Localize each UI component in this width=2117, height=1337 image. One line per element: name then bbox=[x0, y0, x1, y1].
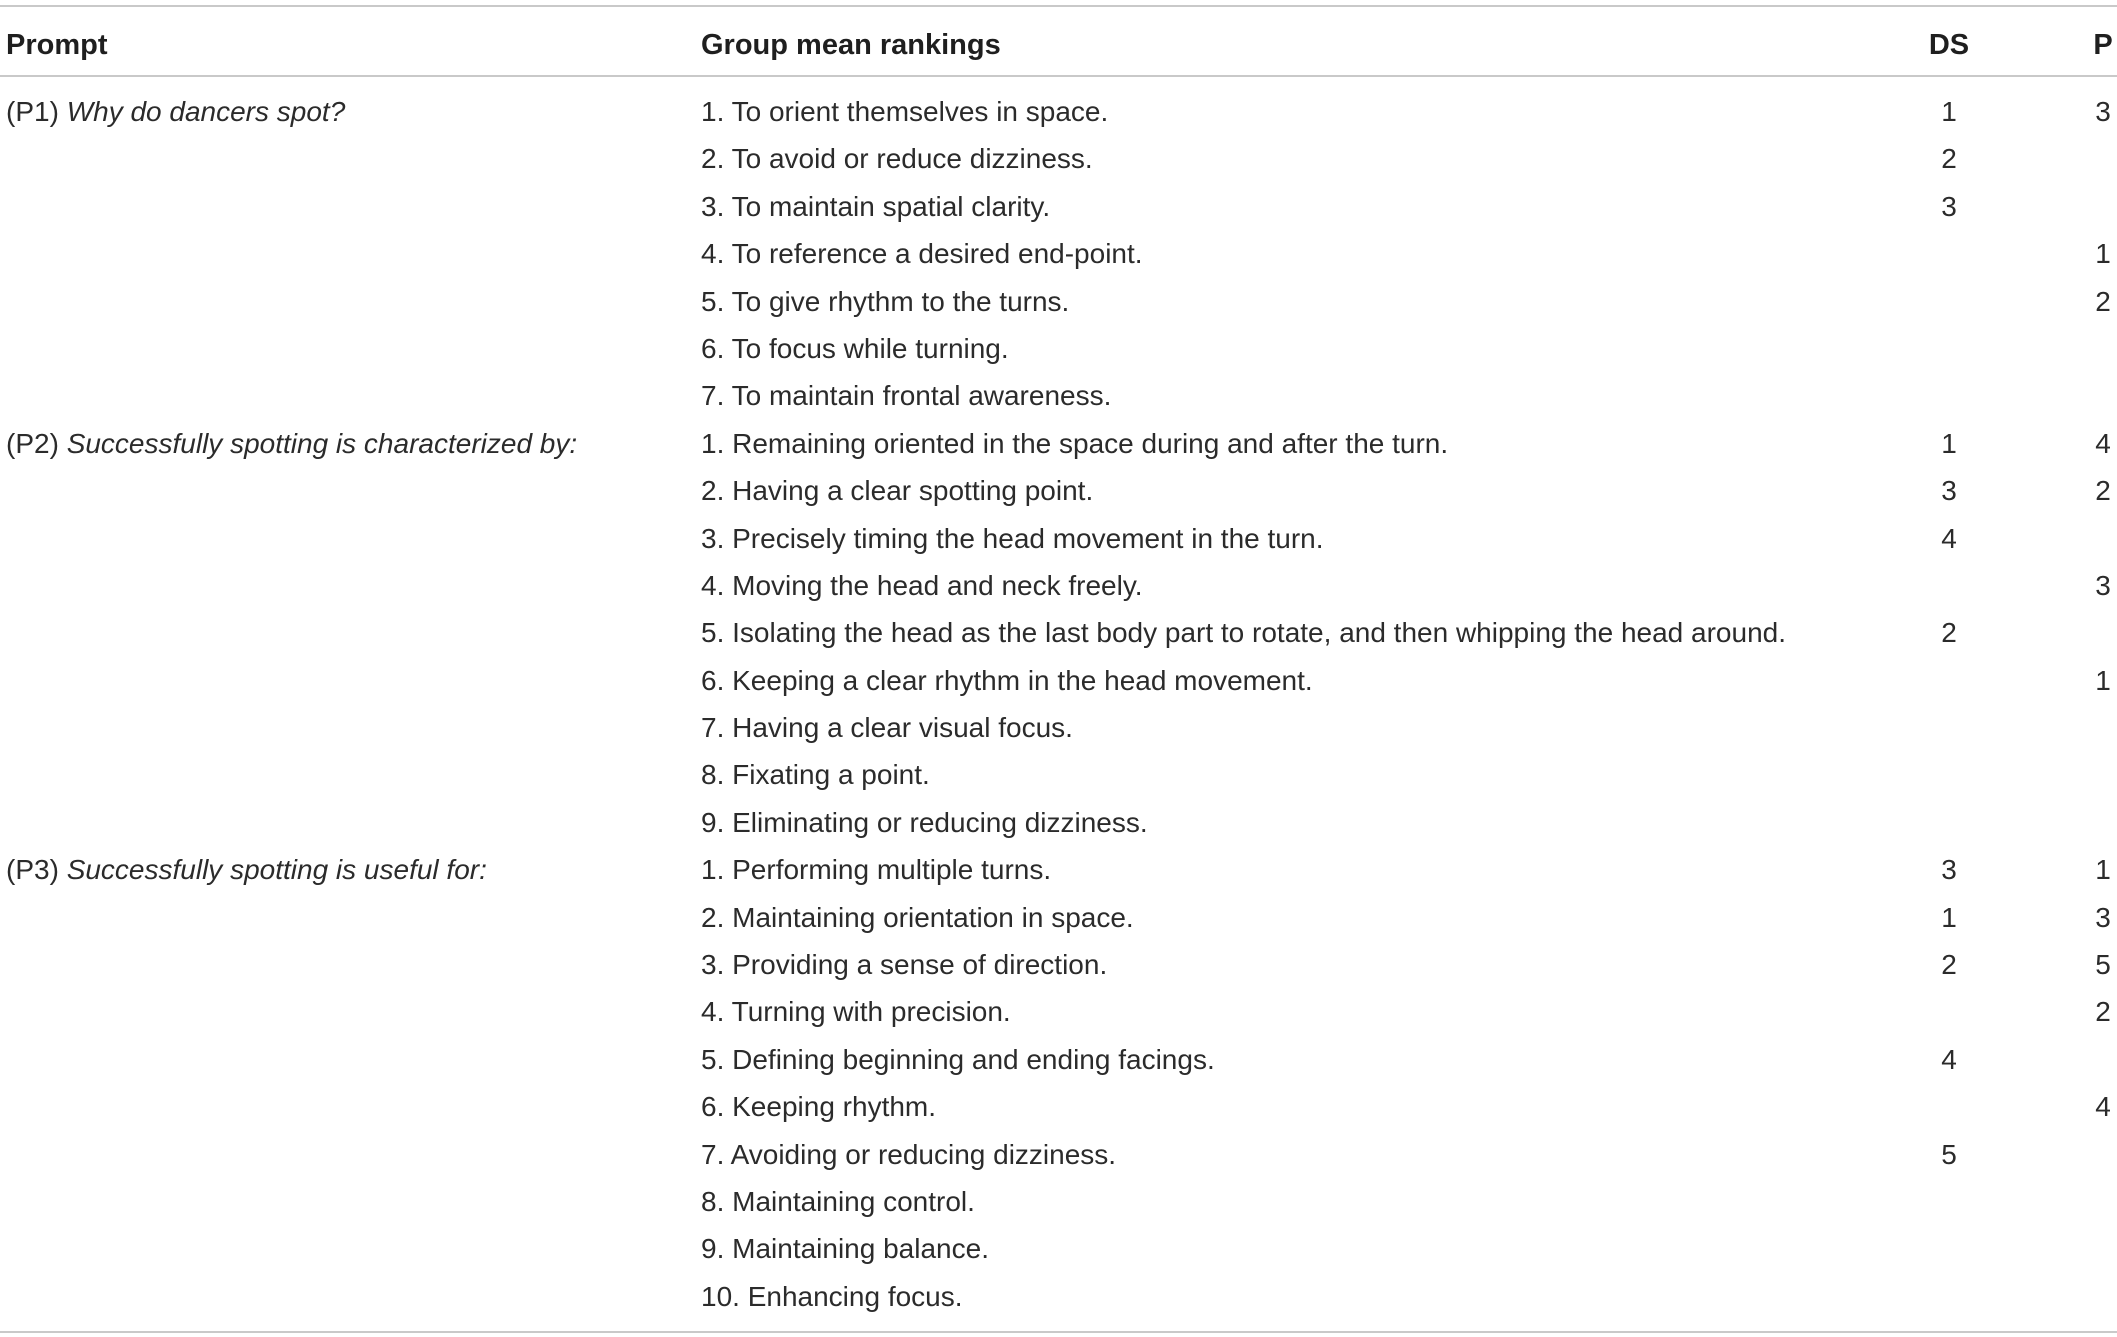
table-row bbox=[0, 139, 2117, 186]
ranking-cell: 6. To focus while turning. bbox=[701, 332, 1009, 364]
ranking-cell: 7. Avoiding or reducing dizziness. bbox=[701, 1138, 1117, 1170]
p-rank-cell bbox=[2088, 613, 2117, 660]
table-row bbox=[0, 803, 2117, 850]
table-body bbox=[0, 92, 2117, 1324]
table-row bbox=[0, 898, 2117, 945]
ds-rank-cell bbox=[1928, 661, 1970, 708]
p-rank-cell: 1 bbox=[2095, 238, 2111, 270]
prompt-cell bbox=[6, 424, 577, 471]
ds-rank-cell bbox=[1928, 376, 1970, 423]
table-row bbox=[0, 613, 2117, 660]
table-row bbox=[0, 1229, 2117, 1276]
ranking-cell: 3. To maintain spatial clarity. bbox=[701, 190, 1051, 222]
table-row bbox=[0, 376, 2117, 423]
header-ds: DS bbox=[1928, 29, 1970, 61]
p-rank-cell: 1 bbox=[2095, 854, 2111, 886]
ds-rank-cell: 2 bbox=[1941, 143, 1957, 175]
ds-rank-cell bbox=[1928, 755, 1970, 802]
table-row bbox=[0, 566, 2117, 613]
ranking-cell: 8. Maintaining control. bbox=[701, 1185, 975, 1217]
prompt-text: Successfully spotting is useful for: bbox=[66, 854, 487, 886]
p-rank-cell: 2 bbox=[2095, 475, 2111, 507]
p-rank-cell: 1 bbox=[2095, 664, 2111, 696]
ranking-cell: 5. Isolating the head as the last body part to rotate, and then whipping the head around. bbox=[701, 617, 1786, 649]
ds-rank-cell bbox=[1928, 1277, 1970, 1324]
ranking-cell: 4. Moving the head and neck freely. bbox=[701, 569, 1143, 601]
p-rank-cell: 3 bbox=[2095, 569, 2111, 601]
ranking-cell: 2. Maintaining orientation in space. bbox=[701, 901, 1134, 933]
p-rank-cell bbox=[2088, 187, 2117, 234]
p-rank-cell bbox=[2088, 755, 2117, 802]
table-row bbox=[0, 945, 2117, 992]
table-row bbox=[0, 92, 2117, 139]
p-rank-cell bbox=[2088, 376, 2117, 423]
ranking-cell: 3. Providing a sense of direction. bbox=[701, 949, 1108, 981]
p-rank-cell bbox=[2088, 1040, 2117, 1087]
ranking-cell: 8. Fixating a point. bbox=[701, 759, 930, 791]
p-rank-cell bbox=[2088, 329, 2117, 376]
prompt-text: Successfully spotting is characterized by: bbox=[66, 427, 578, 459]
ds-rank-cell: 4 bbox=[1941, 1043, 1957, 1075]
ds-rank-cell bbox=[1928, 1229, 1970, 1276]
p-rank-cell bbox=[2088, 1135, 2117, 1182]
ranking-cell: 3. Precisely timing the head movement in the turn. bbox=[701, 522, 1324, 554]
ranking-cell: 5. Defining beginning and ending facings. bbox=[701, 1043, 1215, 1075]
ds-rank-cell bbox=[1928, 708, 1970, 755]
table-row bbox=[0, 424, 2117, 471]
prompt-text: Why do dancers spot? bbox=[66, 96, 346, 127]
table-row bbox=[0, 1135, 2117, 1182]
ds-rank-cell: 1 bbox=[1941, 427, 1957, 459]
header-prompt: Prompt bbox=[6, 29, 108, 61]
ds-rank-cell: 2 bbox=[1941, 949, 1957, 981]
p-rank-cell: 2 bbox=[2095, 285, 2111, 317]
p-rank-cell: 4 bbox=[2095, 427, 2111, 459]
p-rank-cell: 2 bbox=[2095, 996, 2111, 1028]
ranking-cell: 9. Maintaining balance. bbox=[701, 1233, 989, 1265]
ds-rank-cell bbox=[1928, 234, 1970, 281]
p-rank-cell bbox=[2088, 519, 2117, 566]
ranking-cell: 5. To give rhythm to the turns. bbox=[701, 285, 1070, 317]
ds-rank-cell bbox=[1928, 1182, 1970, 1229]
p-rank-cell: 5 bbox=[2095, 949, 2111, 981]
table-header-rule bbox=[0, 75, 2117, 77]
p-rank-cell bbox=[2088, 1229, 2117, 1276]
ds-rank-cell bbox=[1928, 803, 1970, 850]
ds-rank-cell: 3 bbox=[1941, 475, 1957, 507]
ranking-cell: 4. To reference a desired end-point. bbox=[701, 238, 1143, 270]
table-row bbox=[0, 1182, 2117, 1229]
p-rank-cell: 3 bbox=[2095, 901, 2111, 933]
table-row bbox=[0, 1277, 2117, 1324]
table-row bbox=[0, 519, 2117, 566]
ranking-cell: 1. Performing multiple turns. bbox=[701, 854, 1052, 886]
ds-rank-cell bbox=[1928, 329, 1970, 376]
ds-rank-cell: 1 bbox=[1941, 901, 1957, 933]
ranking-cell: 4. Turning with precision. bbox=[701, 996, 1011, 1028]
table-row bbox=[0, 471, 2117, 518]
prompt-cell bbox=[6, 92, 345, 139]
ranking-cell: 2. To avoid or reduce dizziness. bbox=[701, 143, 1093, 175]
p-rank-cell: 4 bbox=[2095, 1091, 2111, 1123]
table-row bbox=[0, 1040, 2117, 1087]
table-bottom-rule bbox=[0, 1331, 2117, 1333]
ranking-cell: 1. To orient themselves in space. bbox=[701, 96, 1109, 127]
p-rank-cell bbox=[2088, 1182, 2117, 1229]
table-row bbox=[0, 992, 2117, 1039]
ranking-cell: 7. Having a clear visual focus. bbox=[701, 712, 1073, 744]
ds-rank-cell: 4 bbox=[1941, 522, 1957, 554]
ranking-cell: 10. Enhancing focus. bbox=[701, 1280, 963, 1312]
prompt-code: (P3) bbox=[6, 854, 59, 886]
ds-rank-cell bbox=[1928, 566, 1970, 613]
table-row bbox=[0, 850, 2117, 897]
table-row bbox=[0, 187, 2117, 234]
ds-rank-cell bbox=[1928, 282, 1970, 329]
ranking-cell: 7. To maintain frontal awareness. bbox=[701, 380, 1112, 412]
ranking-cell: 9. Eliminating or reducing dizziness. bbox=[701, 806, 1148, 838]
p-rank-cell bbox=[2088, 139, 2117, 186]
table-row bbox=[0, 708, 2117, 755]
ranking-cell: 1. Remaining oriented in the space during and after the turn. bbox=[701, 427, 1449, 459]
ds-rank-cell: 3 bbox=[1941, 854, 1957, 886]
ds-rank-cell: 1 bbox=[1941, 96, 1957, 127]
prompt-code: (P1) bbox=[6, 96, 59, 127]
table-row bbox=[0, 329, 2117, 376]
table-row bbox=[0, 755, 2117, 802]
ds-rank-cell bbox=[1928, 992, 1970, 1039]
prompt-code: (P2) bbox=[6, 427, 59, 459]
table-row bbox=[0, 282, 2117, 329]
table-row bbox=[0, 1087, 2117, 1134]
ds-rank-cell bbox=[1928, 1087, 1970, 1134]
p-rank-cell bbox=[2088, 708, 2117, 755]
ds-rank-cell: 2 bbox=[1941, 617, 1957, 649]
p-rank-cell bbox=[2088, 803, 2117, 850]
header-p: P bbox=[2093, 29, 2113, 61]
table-row bbox=[0, 234, 2117, 281]
ranking-cell: 6. Keeping a clear rhythm in the head movement. bbox=[701, 664, 1313, 696]
table-row bbox=[0, 661, 2117, 708]
p-rank-cell bbox=[2088, 1277, 2117, 1324]
prompt-cell bbox=[6, 850, 487, 897]
header-group-mean-rankings: Group mean rankings bbox=[701, 29, 1001, 61]
ranking-cell: 2. Having a clear spotting point. bbox=[701, 475, 1094, 507]
ranking-cell: 6. Keeping rhythm. bbox=[701, 1091, 937, 1123]
table-header-row bbox=[0, 5, 2117, 75]
ds-rank-cell: 5 bbox=[1941, 1138, 1957, 1170]
ds-rank-cell: 3 bbox=[1941, 190, 1957, 222]
p-rank-cell: 3 bbox=[2095, 96, 2111, 127]
